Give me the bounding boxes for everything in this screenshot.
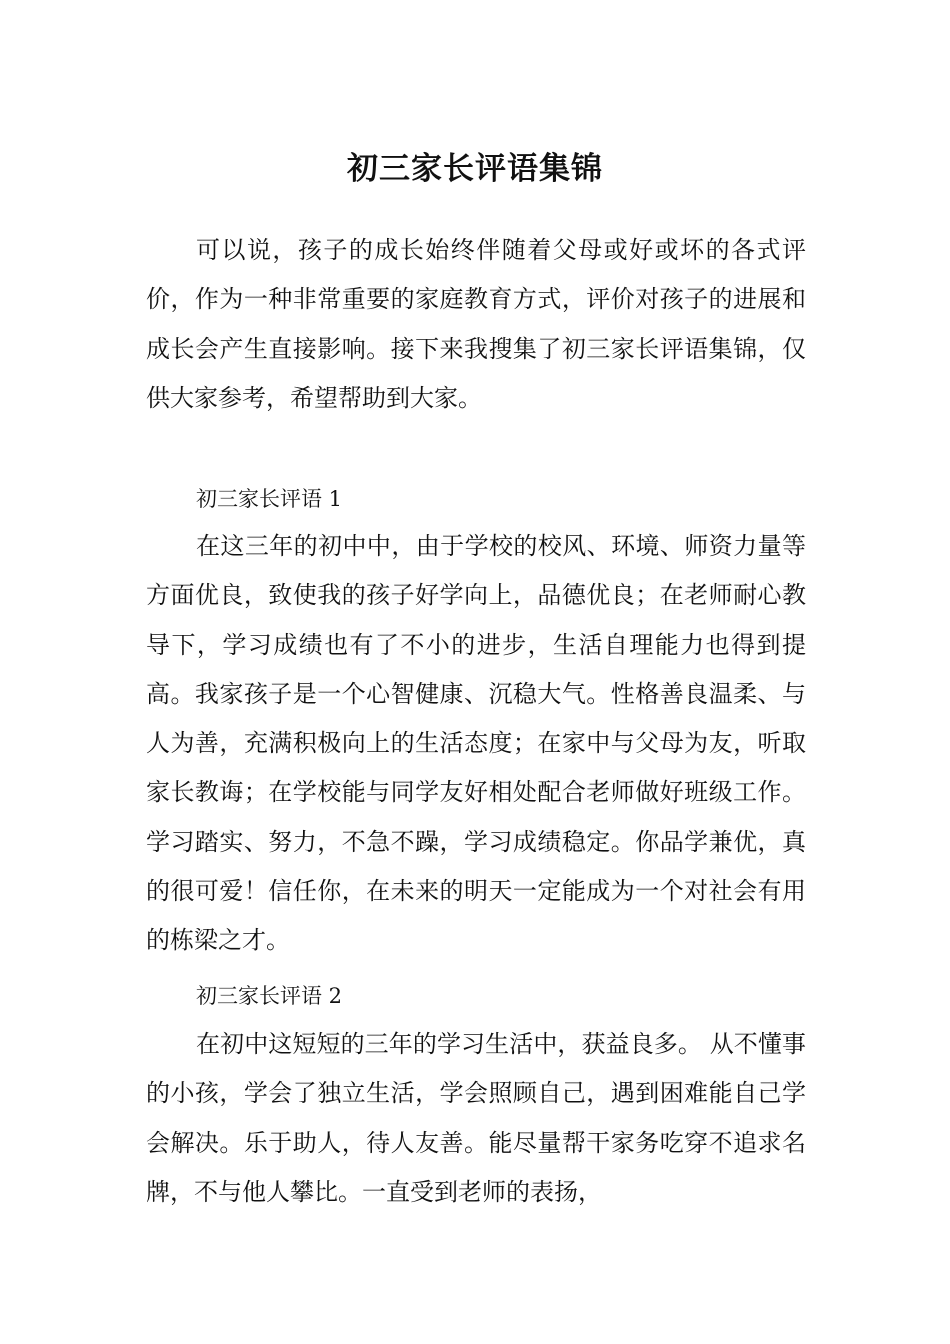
section-body-2: 在初中这短短的三年的学习生活中，获益良多。 从不懂事的小孩，学会了独立生活，学会照顾自己，遇到困难能自己学会解决。乐于助人，待人友善。能尽量帮干家务吃穿不追求名牌，不与他人攀比。一直受到老师的表扬，: [146, 1030, 806, 1206]
document-title: 初三家长评语集锦: [347, 150, 603, 187]
section-body-1: 在这三年的初中中，由于学校的校风、环境、师资力量等方面优良，致使我的孩子好学向上，品德优良；在老师耐心教导下，学习成绩也有了不小的进步，生活自理能力也得到提高。我家孩子是一个心智健康、沉稳大气。性格善良温柔、与人为善，充满积极向上的生活态度；在家中与父母为友，听取家长教诲；在学校能与同学友好相处配合老师做好班级工作。学习踏实、努力，不急不躁，学习成绩稳定。你品学兼优，真的很可爱！信任你，在未来的明天一定能成为一个对社会有用的栋梁之才。: [146, 532, 806, 955]
intro-paragraph: 可以说，孩子的成长始终伴随着父母或好或坏的各式评价，作为一种非常重要的家庭教育方式，评价对孩子的进展和成长会产生直接影响。接下来我搜集了初三家长评语集锦，仅供大家参考，希望帮助到大家。: [146, 236, 806, 412]
section-heading-1: 初三家长评语 1: [196, 487, 343, 511]
section-heading-2: 初三家长评语 2: [196, 984, 343, 1008]
